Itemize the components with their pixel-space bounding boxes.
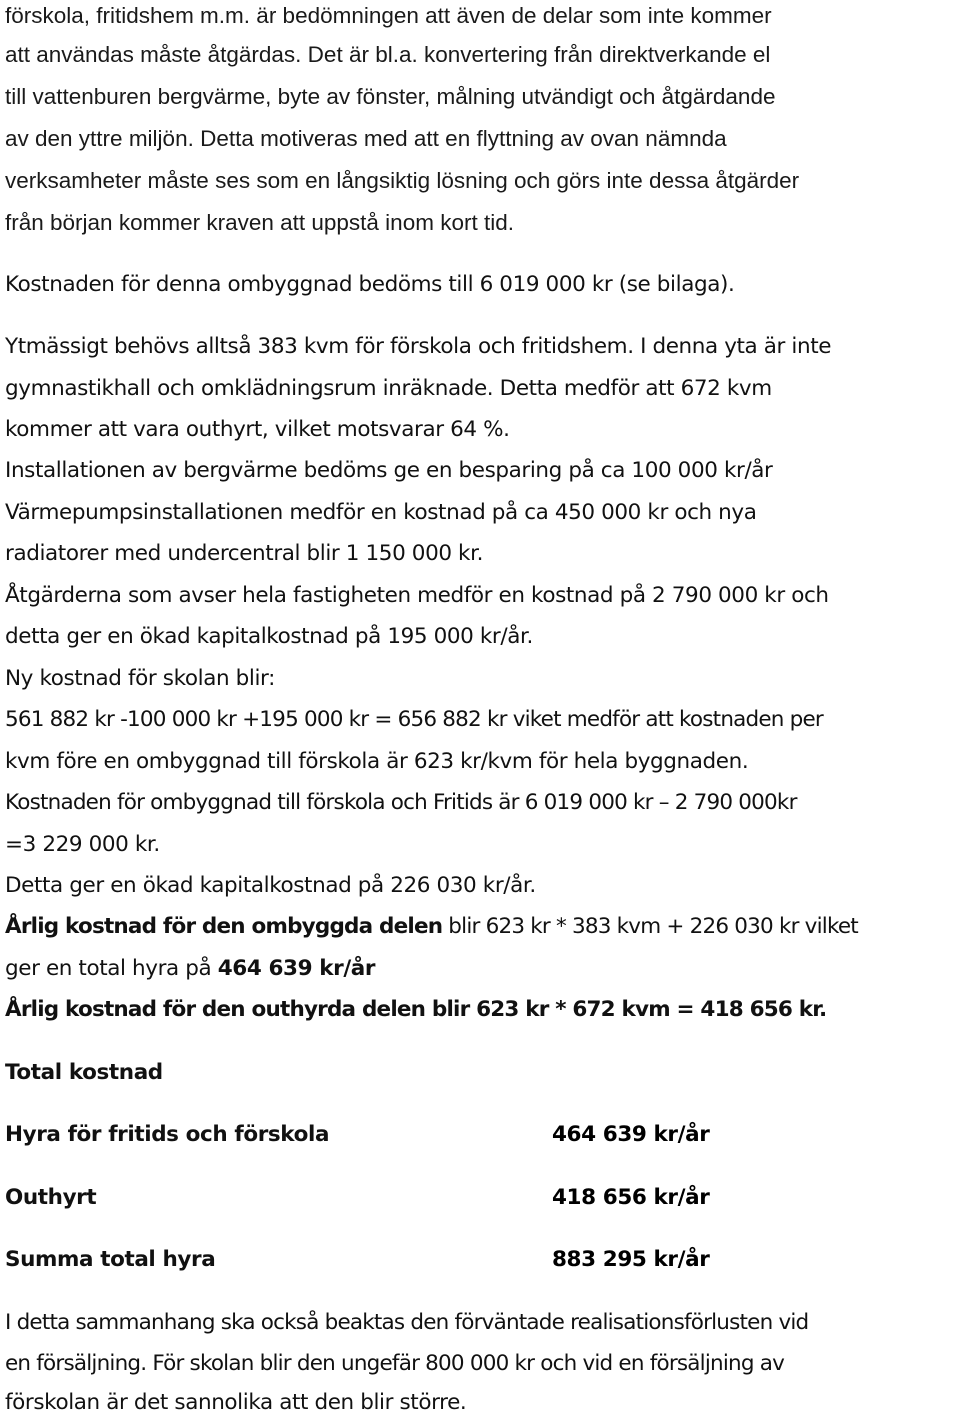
cost-row-label: Outhyrt xyxy=(5,1185,97,1210)
text-line: detta ger en ökad kapitalkostnad på 195 000 kr/år. xyxy=(5,624,533,649)
text-line: Detta ger en ökad kapitalkostnad på 226 030 kr/år. xyxy=(5,873,536,898)
text-line: kvm före en ombyggnad till förskola är 623 kr/kvm för hela byggnaden. xyxy=(5,749,749,774)
annual-cost-rebuilt-text: blir 623 kr * 383 kvm + 226 030 kr vilket xyxy=(442,914,858,939)
text-line: kommer att vara outhyrt, vilket motsvarar 64 %. xyxy=(5,417,510,442)
annual-cost-rebuilt-line-2 xyxy=(5,954,375,984)
text-line: gymnastikhall och omklädningsrum inräknade. Detta medför att 672 kvm xyxy=(5,376,772,401)
total-cost-heading: Total kostnad xyxy=(5,1060,163,1085)
cost-row-value: 418 656 kr/år xyxy=(552,1185,710,1210)
text-line: Ny kostnad för skolan blir: xyxy=(5,666,275,691)
annual-cost-vacant: Årlig kostnad för den outhyrda delen blir 623 kr * 672 kvm = 418 656 kr. xyxy=(5,997,827,1022)
cost-row-value: 464 639 kr/år xyxy=(552,1122,710,1147)
text-line: förskola, fritidshem m.m. är bedömningen att även de delar som inte kommer xyxy=(5,3,772,28)
cost-row-label: Hyra för fritids och förskola xyxy=(5,1122,330,1147)
text-line: en försäljning. För skolan blir den ungefär 800 000 kr och vid en försäljning av xyxy=(5,1351,785,1376)
text-line: =3 229 000 kr. xyxy=(5,832,160,857)
text-line: radiatorer med undercentral blir 1 150 000 kr. xyxy=(5,541,484,566)
text-line: I detta sammanhang ska också beaktas den förväntade realisationsförlusten vid xyxy=(5,1310,809,1335)
text-line: Kostnaden för ombyggnad till förskola och Fritids är 6 019 000 kr – 2 790 000kr xyxy=(5,790,797,815)
annual-cost-rebuilt-line-1 xyxy=(5,912,858,942)
text-line: verksamheter måste ses som en långsiktig lösning och görs inte dessa åtgärder xyxy=(5,168,800,193)
text-line: till vattenburen bergvärme, byte av fönster, målning utvändigt och åtgärdande xyxy=(5,84,776,109)
cost-row-value: 883 295 kr/år xyxy=(552,1247,710,1272)
cost-row-label: Summa total hyra xyxy=(5,1247,216,1272)
text-line: Värmepumpsinstallationen medför en kostnad på ca 450 000 kr och nya xyxy=(5,500,757,525)
annual-cost-rebuilt-total: 464 639 kr/år xyxy=(217,956,376,981)
rebuild-cost-paragraph: Kostnaden för denna ombyggnad bedöms till 6 019 000 kr (se bilaga). xyxy=(5,272,735,297)
annual-cost-rebuilt-text-2: ger en total hyra på xyxy=(5,956,218,981)
text-line: Ytmässigt behövs alltså 383 kvm för förskola och fritidshem. I denna yta är inte xyxy=(5,334,832,359)
text-line: Åtgärderna som avser hela fastigheten medför en kostnad på 2 790 000 kr och xyxy=(5,583,829,608)
text-line: 561 882 kr -100 000 kr +195 000 kr = 656 882 kr viket medför att kostnaden per xyxy=(5,707,823,732)
text-line: från början kommer kraven att uppstå inom kort tid. xyxy=(5,210,514,235)
text-line: förskolan är det sannolika att den blir större. xyxy=(5,1390,467,1415)
text-line: av den yttre miljön. Detta motiveras med att en flyttning av ovan nämnda xyxy=(5,126,727,151)
text-line: att användas måste åtgärdas. Det är bl.a. konvertering från direktverkande el xyxy=(5,42,771,67)
text-line: Installationen av bergvärme bedöms ge en besparing på ca 100 000 kr/år xyxy=(5,458,773,483)
annual-cost-rebuilt-label: Årlig kostnad för den ombyggda delen xyxy=(5,914,443,939)
